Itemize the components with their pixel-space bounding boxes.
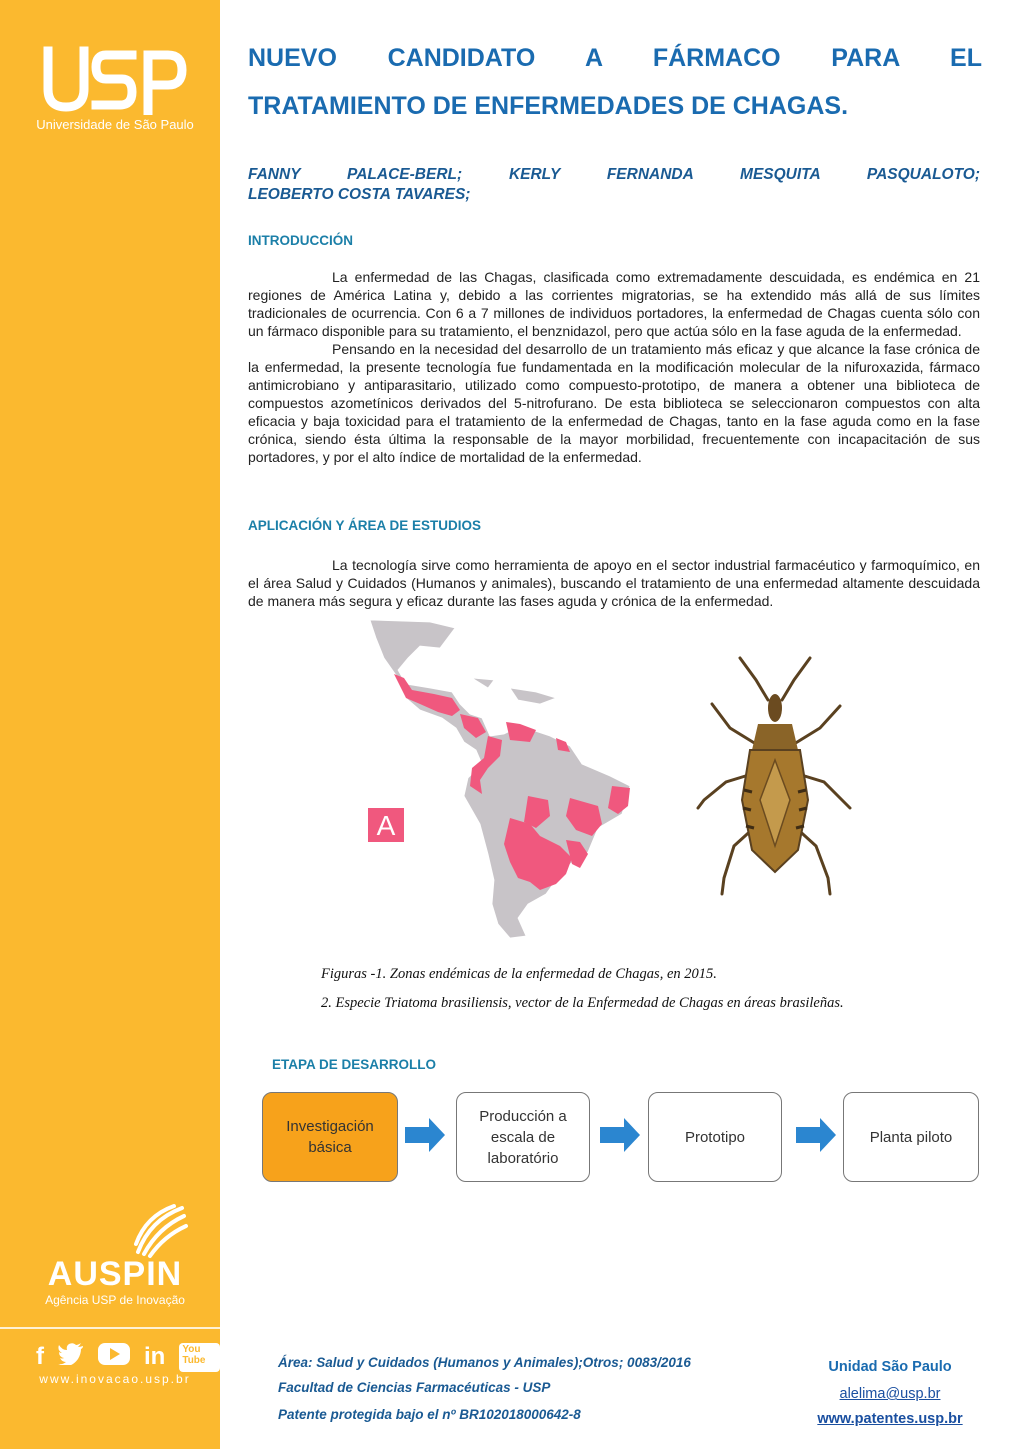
sidebar xyxy=(0,0,220,1449)
aplicacion-heading: APLICACIÓN Y ÁREA DE ESTUDIOS xyxy=(248,518,482,533)
authors xyxy=(248,165,980,205)
youtube-icon[interactable] xyxy=(98,1343,130,1372)
arrow-right-icon xyxy=(796,1118,836,1152)
intro-body xyxy=(248,268,980,466)
linkedin-icon[interactable]: in xyxy=(144,1343,166,1370)
figure-caption-1: Figuras -1. Zonas endémicas de la enfermedad de Chagas, en 2015. xyxy=(321,966,717,982)
stage-label: Prototipo xyxy=(684,1128,746,1146)
aplicacion-paragraph: La tecnología sirve como herramienta de apoyo en el sector industrial farmacéutico y farmoquímico, en el área Salud y Cuidados (Humanos y animales), buscando el tratamiento de una enfermedad altamente descuidada de manera más segura y eficaz durante las fases aguda y crónica de la enfermedad. xyxy=(248,557,980,609)
youtube-tube-icon[interactable]: You Tube xyxy=(179,1343,220,1372)
figure-caption-2: 2. Especie Triatoma brasiliensis, vector de la Enfermedad de Chagas en áreas brasileñas. xyxy=(321,995,844,1011)
stage-label: Producción a escala de laboratório xyxy=(479,1107,567,1167)
auspin-logo-icon xyxy=(130,1200,190,1260)
authors-line-1: FANNY PALACE-BERL; KERLY FERNANDA MESQUITA PASQUALOTO; xyxy=(248,166,980,183)
map-label: A xyxy=(376,810,396,841)
sidebar-divider xyxy=(0,1327,220,1329)
university-name: Universidade de São Paulo xyxy=(36,117,194,132)
social-links xyxy=(36,1343,220,1372)
usp-logo xyxy=(40,45,190,115)
page-title xyxy=(248,34,982,130)
stage-produccion-laboratorio xyxy=(456,1092,590,1182)
stage-planta-piloto xyxy=(843,1092,979,1182)
footer-unidad: Unidad São Paulo xyxy=(828,1359,952,1375)
triatoma-insect-image xyxy=(690,650,860,900)
auspin-subtitle: Agência USP de Inovação xyxy=(45,1293,185,1307)
title-line-2: TRATAMIENTO DE ENFERMEDADES DE CHAGAS. xyxy=(248,92,849,120)
intro-paragraph-1: La enfermedad de las Chagas, clasificada como extremadamente descuidada, es endémica en 21 regiones de América Latina y, debido a las corrientes migratorias, se ha extendido más allá de sus límites tradicionales de ocurrencia. Con 6 a 7 millones de individuos portadores, la enfermedad de Chagas cuenta sólo con un fármaco disponible para su tratamiento, el benznidazol, pero que actúa sólo en la fase aguda de la enfermedad. xyxy=(248,269,980,339)
title-line-1: NUEVO CANDIDATO A FÁRMACO PARA EL xyxy=(248,44,982,72)
auspin-name: AUSPIN xyxy=(47,1255,183,1293)
stage-label: Investigación básica xyxy=(286,1118,374,1156)
etapa-heading: ETAPA DE DESARROLLO xyxy=(272,1057,437,1072)
stage-label: Planta piloto xyxy=(869,1128,953,1146)
arrow-right-icon xyxy=(600,1118,640,1152)
footer-website-link[interactable]: www.patentes.usp.br xyxy=(817,1411,963,1427)
stage-prototipo xyxy=(648,1092,782,1182)
inovacao-url[interactable]: www.inovacao.usp.br xyxy=(39,1372,191,1386)
facebook-icon[interactable]: f xyxy=(36,1343,44,1370)
footer-patente: Patente protegida bajo el nº BR102018000642-8 xyxy=(278,1407,581,1422)
authors-line-2: LEOBERTO COSTA TAVARES; xyxy=(248,186,471,203)
endemic-zones-map xyxy=(360,618,650,940)
footer-email-link[interactable]: alelima@usp.br xyxy=(839,1386,941,1402)
footer-facultad: Facultad de Ciencias Farmacéuticas - USP xyxy=(278,1380,551,1395)
intro-heading: INTRODUCCIÓN xyxy=(248,233,353,248)
aplicacion-body xyxy=(248,556,980,610)
intro-paragraph-2: Pensando en la necesidad del desarrollo de un tratamiento más eficaz y que alcance la fase crónica de la enfermedad, la presente tecnología fue fundamentada en la modificación molecular de la nifuroxazida, fármaco antimicrobiano y antiparasitario, utilizado como compuesto-prototipo, de manera a obtener una biblioteca de compuestos azometínicos derivados del 5-nitrofurano. De esta biblioteca se seleccionaron compuestos con alta eficacia y baja toxicidad para el tratamiento de la enfermedad de Chagas, tanto en la fase aguda como en la fase crónica, siendo ésta última la responsable de la mayor morbilidad, frecuentemente con incapacitación de sus portadores, y por el alto índice de mortalidad de la enfermedad. xyxy=(248,341,980,465)
twitter-icon[interactable] xyxy=(58,1343,84,1372)
footer-area: Área: Salud y Cuidados (Humanos y Animales);Otros; 0083/2016 xyxy=(278,1355,691,1370)
stage-investigacion-basica xyxy=(262,1092,398,1182)
arrow-right-icon xyxy=(405,1118,445,1152)
